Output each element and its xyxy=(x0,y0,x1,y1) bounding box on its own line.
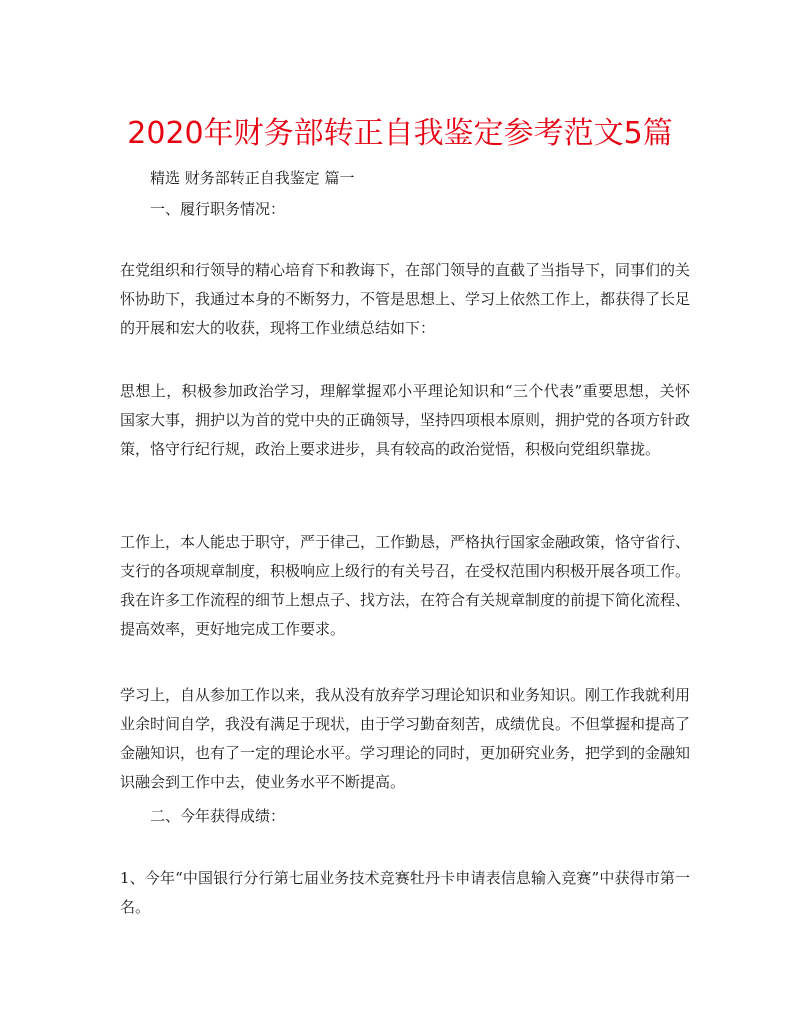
paragraph-4: 学习上，自从参加工作以来，我从没有放弃学习理论知识和业务知识。刚工作我就利用业余时间自学，我没有满足于现状，由于学习勤奋刻苦，成绩优良。不但掌握和提高了金融知识，也有了一定的理论水平。学习理论的同时，更加研究业务，把学到的金融知识融会到工作中去，使业务水平不断提高。 xyxy=(120,686,691,791)
document-title: 2020年财务部转正自我鉴定参考范文5篇 xyxy=(127,116,673,151)
section-heading-1: 一、履行职务情况： xyxy=(150,200,286,218)
paragraph-2: 思想上，积极参加政治学习，理解掌握邓小平理论知识和“三个代表”重要思想，关怀国家大事，拥护以为首的党中央的正确领导，坚持四项根本原则，拥护党的各项方针政策，恪守行纪行规，政治上要求进步，具有较高的政治觉悟，积极向党组织靠拢。 xyxy=(120,382,691,458)
paragraph-3: 工作上，本人能忠于职守，严于律己，工作勤恳，严格执行国家金融政策，恪守省行、支行的各项规章制度，积极响应上级行的有关号召，在受权范围内积极开展各项工作。我在许多工作流程的细节上想点子、找方法，在符合有关规章制度的前提下简化流程、提高效率，更好地完成工作要求。 xyxy=(120,533,691,638)
paragraph-1: 在党组织和行领导的精心培育下和教诲下，在部门领导的直截了当指导下，同事们的关怀协助下，我通过本身的不断努力，不管是思想上、学习上依然工作上，都获得了长足的开展和宏大的收获，现将工作业绩总结如下： xyxy=(120,261,691,337)
section-heading-2: 二、今年获得成绩： xyxy=(150,807,286,825)
achievement-item-1: 1、今年“中国银行分行第七届业务技术竞赛牡丹卡申请表信息输入竞赛”中获得市第一名。 xyxy=(120,869,690,916)
document-subtitle: 精选 财务部转正自我鉴定 篇一 xyxy=(150,169,355,187)
